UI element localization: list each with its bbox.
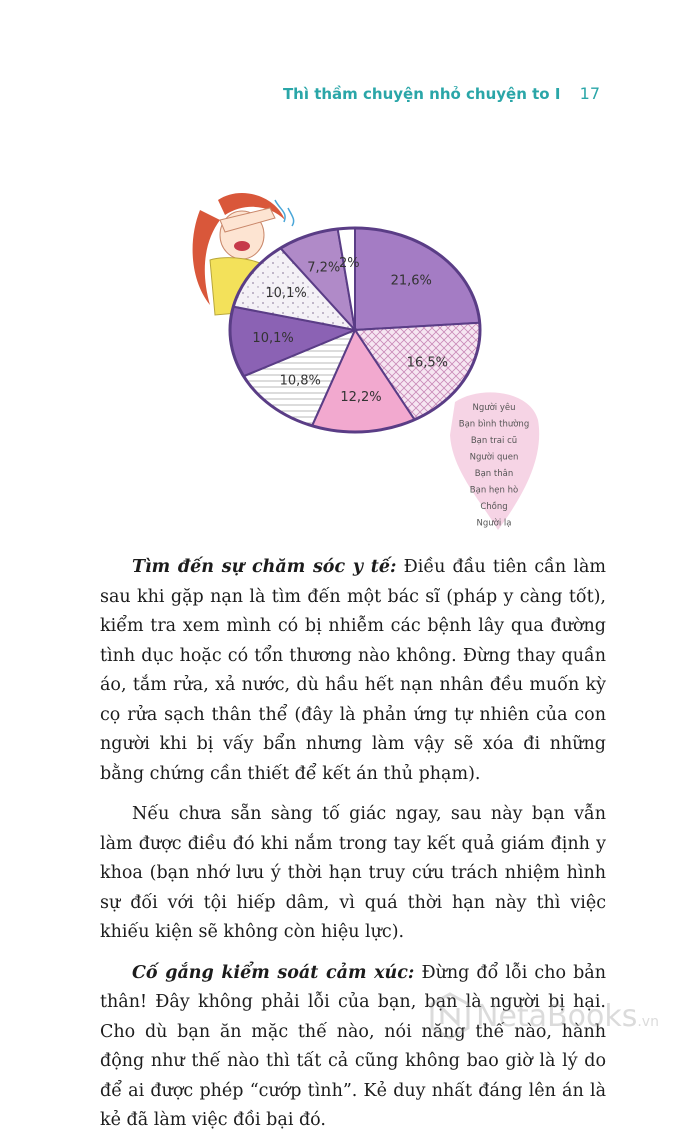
paragraph-1-text: Điều đầu tiên cần làm sau khi gặp nạn là tìm đến một bác sĩ (pháp y càng tốt), kiểm tra xem mình có bị nhiễm các bệnh lây qua đường tình dục hoặc có tổn thương nào không. Đừng thay quần áo, tắm rửa, xả nước, dù hầu hết nạn nhân đều muốn kỳ cọ rửa sạch thân thể (đây là phản ứng tự nhiên của con người khi bị vấy bẩn nhưng làm vậy sẽ xóa đi những bằng chứng cần thiết để kết án thủ phạm). [100,557,606,784]
legend-entry-2: Bạn bình thường [458,419,530,430]
header-title: Thì thầm chuyện nhỏ chuyện to I [282,85,561,103]
pie-slice-label-4: 10,8% [279,373,321,389]
legend-entry-4: Người quen [469,452,519,463]
paragraph-2 [100,800,606,948]
legend-entry-7: Chồng [480,502,508,512]
pie [230,228,480,432]
pie-slice-label-8: 2% [338,255,360,271]
paragraph-3 [100,959,606,1136]
legend-entry-8: Người lạ [476,518,512,529]
paragraph-3-text: Đừng đổ lỗi cho bản thân! Đây không phải lỗi của bạn, bạn là người bị hại. Cho dù bạn ăn mặc thế nào, nói năng thế nào, hành động như thế nào thì tất cả cũng không bao giờ là lý do để ai được phép “cướp tình”. Kẻ duy nhất đáng lên án là kẻ đã làm việc đồi bại đó. [100,962,606,1130]
netabooks-logo-icon [432,994,468,1038]
pie-slice-label-6: 10,1% [265,286,307,302]
pie-chart-illustration [180,180,560,540]
pie-slice-label-3: 12,2% [340,390,382,406]
legend [450,392,539,530]
paragraph-2-text: Nếu chưa sẵn sàng tố giác ngay, sau này bạn vẫn làm được điều đó khi nắm trong tay kết quả giám định y khoa (bạn nhớ lưu ý thời hạn truy cứu trách nhiệm hình sự đối với tội hiếp dâm, vì quá thời hạn này thì việc khiếu kiện sẽ không còn hiệu lực). [100,804,606,942]
watermark-text: NetaBooks.vn [476,999,659,1034]
page-number: 17 [579,84,600,103]
pie-slice-label-5: 10,1% [252,331,294,347]
legend-entry-5: Bạn thân [474,469,514,479]
netabooks-watermark [430,990,690,1042]
legend-entry-6: Bạn hẹn hò [469,485,519,496]
paragraph-3-lead: Cố gắng kiểm soát cảm xúc: [132,962,415,983]
pie-slice-label-1: 21,6% [390,273,432,289]
legend-entry-3: Bạn trai cũ [470,436,518,446]
paragraph-1 [100,553,606,789]
pie-slice-label-2: 16,5% [406,355,448,371]
paragraph-1-lead: Tìm đến sự chăm sóc y tế: [132,557,397,577]
body-text [100,553,606,1147]
legend-entry-1: Người yêu [472,403,516,413]
running-header [283,84,600,103]
pie-slice-label-7: 7,2% [307,260,341,276]
